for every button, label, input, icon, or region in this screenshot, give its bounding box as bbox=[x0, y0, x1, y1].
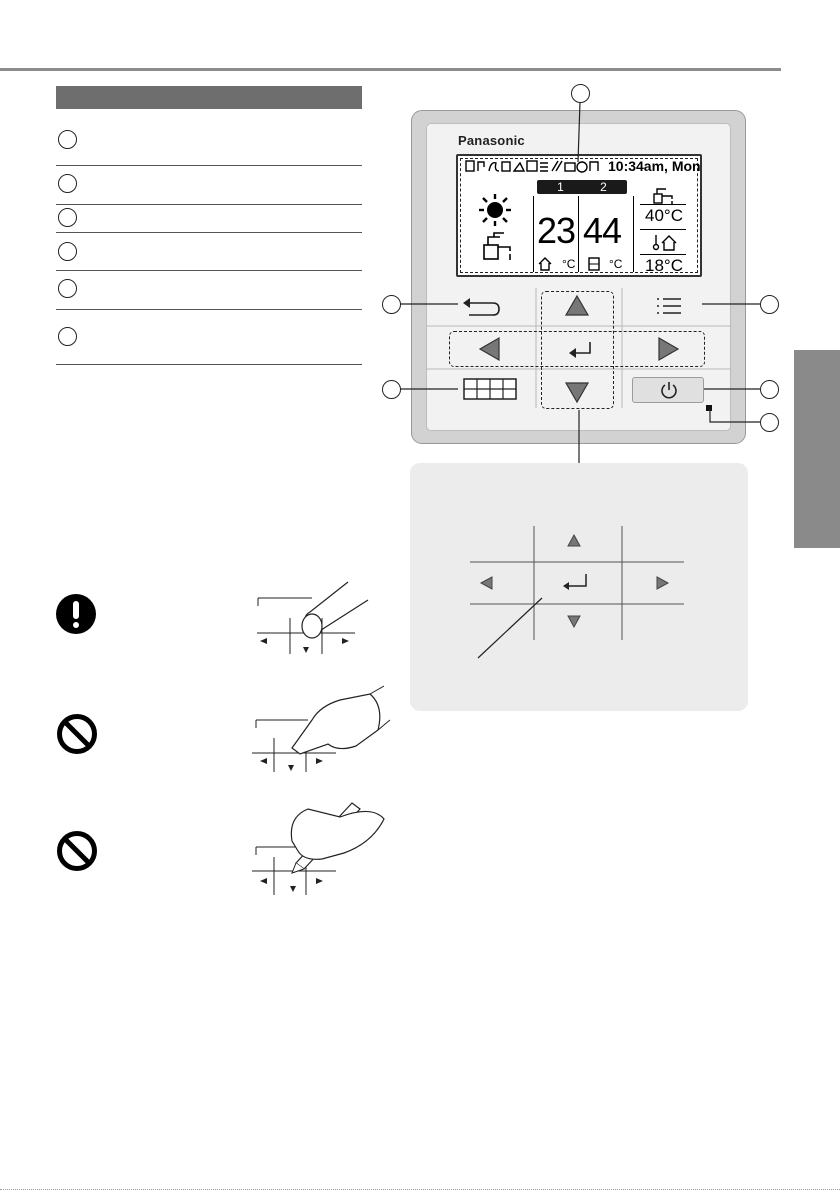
list-item-marker-3 bbox=[58, 208, 77, 227]
hand-touch-illustration bbox=[252, 686, 392, 786]
prohibition-icon bbox=[56, 830, 98, 872]
table-row-divider bbox=[56, 232, 362, 233]
zone-1-badge: 1 bbox=[537, 180, 584, 194]
zone-2-unit: °C bbox=[609, 257, 623, 271]
pen-touch-illustration bbox=[252, 795, 392, 900]
zone-2-badge: 2 bbox=[580, 180, 627, 194]
table-row-divider bbox=[56, 309, 362, 310]
zone-2-temperature: 44 bbox=[583, 210, 622, 251]
callout-marker-back bbox=[382, 295, 401, 314]
tank-temperature: 40°C bbox=[645, 206, 683, 225]
brand-logo: Panasonic bbox=[458, 133, 525, 148]
list-item-marker-1 bbox=[58, 130, 77, 149]
finger-touch-illustration bbox=[252, 578, 382, 658]
table-row-divider bbox=[56, 364, 362, 365]
table-row-divider bbox=[56, 204, 362, 205]
list-item-marker-4 bbox=[58, 242, 77, 261]
callout-marker-power bbox=[760, 380, 779, 399]
header-rule bbox=[0, 68, 781, 71]
table-row-divider bbox=[56, 165, 362, 166]
callout-marker-timer bbox=[382, 380, 401, 399]
list-item-marker-6 bbox=[58, 327, 77, 346]
table-row-divider bbox=[56, 270, 362, 271]
callout-marker-menu bbox=[760, 295, 779, 314]
callout-marker-top bbox=[571, 84, 590, 103]
exclamation-warning-icon bbox=[56, 594, 96, 634]
prohibition-icon bbox=[56, 713, 98, 755]
room-temperature: 18°C bbox=[645, 256, 683, 275]
callout-leader-lines bbox=[380, 84, 780, 464]
zone-1-unit: °C bbox=[562, 257, 576, 271]
callout-marker-led bbox=[760, 413, 779, 432]
zone-1-temperature: 23 bbox=[537, 210, 576, 251]
clock-display: 10:34am, Mon bbox=[608, 158, 701, 174]
list-item-marker-2 bbox=[58, 174, 77, 193]
touch-area-grid bbox=[470, 524, 686, 644]
table-header-bar bbox=[56, 86, 362, 109]
section-side-tab bbox=[794, 350, 840, 548]
list-item-marker-5 bbox=[58, 279, 77, 298]
bottom-cut-line bbox=[0, 1189, 840, 1190]
